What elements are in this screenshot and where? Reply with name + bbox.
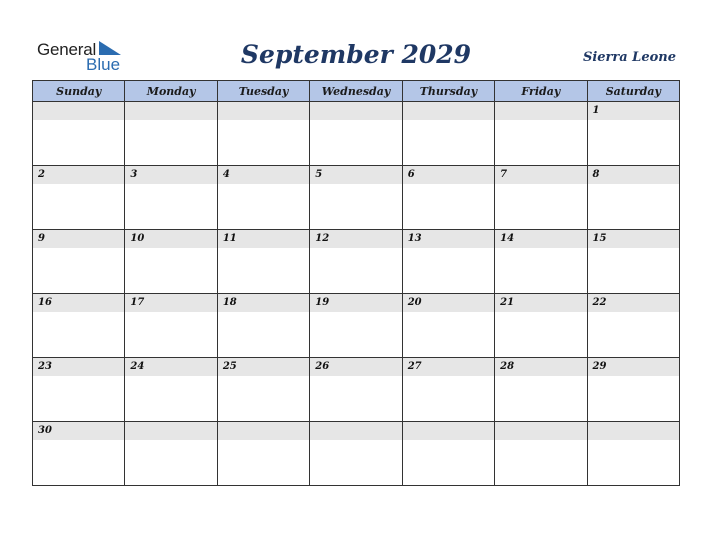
day-cell (310, 102, 402, 166)
day-number: 12 (310, 230, 401, 248)
day-number: 7 (495, 166, 586, 184)
day-cell (587, 422, 679, 486)
day-number: 21 (495, 294, 586, 312)
day-cell (217, 358, 309, 422)
day-number: 30 (33, 422, 124, 440)
day-number: 28 (495, 358, 586, 376)
day-cell (402, 294, 494, 358)
day-number: 10 (125, 230, 216, 248)
day-number: 11 (218, 230, 309, 248)
day-cell (217, 166, 309, 230)
day-cell (125, 358, 217, 422)
day-number: 22 (588, 294, 679, 312)
day-cell (495, 166, 587, 230)
day-cell (587, 166, 679, 230)
day-number: 1 (588, 102, 679, 120)
day-number: 3 (125, 166, 216, 184)
logo-text-general: General (37, 40, 97, 59)
day-number: 29 (588, 358, 679, 376)
day-cell (217, 422, 309, 486)
day-cell (587, 358, 679, 422)
day-cell (402, 230, 494, 294)
day-number (310, 102, 401, 120)
weekday-tuesday: Tuesday (217, 81, 309, 102)
day-cell (310, 166, 402, 230)
day-number: 13 (403, 230, 494, 248)
weekday-saturday: Saturday (587, 81, 679, 102)
week-row (33, 102, 680, 166)
day-number: 15 (588, 230, 679, 248)
week-row (33, 230, 680, 294)
day-number (310, 422, 401, 440)
day-number: 25 (218, 358, 309, 376)
weekday-monday: Monday (125, 81, 217, 102)
week-row (33, 166, 680, 230)
day-cell (495, 102, 587, 166)
day-cell (495, 422, 587, 486)
day-cell (125, 102, 217, 166)
day-number (125, 422, 216, 440)
day-cell (33, 102, 125, 166)
day-number: 24 (125, 358, 216, 376)
day-number: 5 (310, 166, 401, 184)
day-number: 6 (403, 166, 494, 184)
logo-text-blue: Blue (86, 55, 121, 74)
calendar-grid (32, 80, 680, 486)
week-row (33, 294, 680, 358)
day-number: 2 (33, 166, 124, 184)
day-number: 23 (33, 358, 124, 376)
day-cell (33, 294, 125, 358)
day-cell (495, 358, 587, 422)
day-cell (587, 102, 679, 166)
day-number (33, 102, 124, 120)
day-number (495, 102, 586, 120)
day-number (403, 422, 494, 440)
day-cell (217, 102, 309, 166)
day-number (218, 422, 309, 440)
day-number: 4 (218, 166, 309, 184)
day-cell (402, 166, 494, 230)
day-number: 17 (125, 294, 216, 312)
weekday-header-row (33, 81, 680, 102)
day-number (125, 102, 216, 120)
day-cell (125, 422, 217, 486)
day-number: 9 (33, 230, 124, 248)
day-number: 14 (495, 230, 586, 248)
day-number: 8 (588, 166, 679, 184)
day-number: 20 (403, 294, 494, 312)
day-cell (402, 102, 494, 166)
day-cell (402, 422, 494, 486)
week-row (33, 422, 680, 486)
day-cell (125, 294, 217, 358)
day-cell (495, 294, 587, 358)
day-number: 16 (33, 294, 124, 312)
weekday-sunday: Sunday (33, 81, 125, 102)
day-cell (33, 358, 125, 422)
day-number (588, 422, 679, 440)
weekday-thursday: Thursday (402, 81, 494, 102)
country-name: Sierra Leone (582, 50, 676, 65)
day-cell (310, 294, 402, 358)
weekday-wednesday: Wednesday (310, 81, 402, 102)
day-cell (310, 230, 402, 294)
day-cell (495, 230, 587, 294)
day-cell (125, 166, 217, 230)
day-number: 19 (310, 294, 401, 312)
day-number (495, 422, 586, 440)
day-number: 27 (403, 358, 494, 376)
day-cell (33, 422, 125, 486)
day-cell (33, 230, 125, 294)
day-number: 18 (218, 294, 309, 312)
day-cell (217, 294, 309, 358)
day-number (218, 102, 309, 120)
weekday-friday: Friday (495, 81, 587, 102)
day-number (403, 102, 494, 120)
day-cell (587, 230, 679, 294)
day-cell (310, 422, 402, 486)
week-row (33, 358, 680, 422)
day-number: 26 (310, 358, 401, 376)
calendar-title: September 2029 (240, 40, 472, 69)
day-cell (402, 358, 494, 422)
day-cell (33, 166, 125, 230)
day-cell (217, 230, 309, 294)
day-cell (310, 358, 402, 422)
day-cell (125, 230, 217, 294)
day-cell (587, 294, 679, 358)
